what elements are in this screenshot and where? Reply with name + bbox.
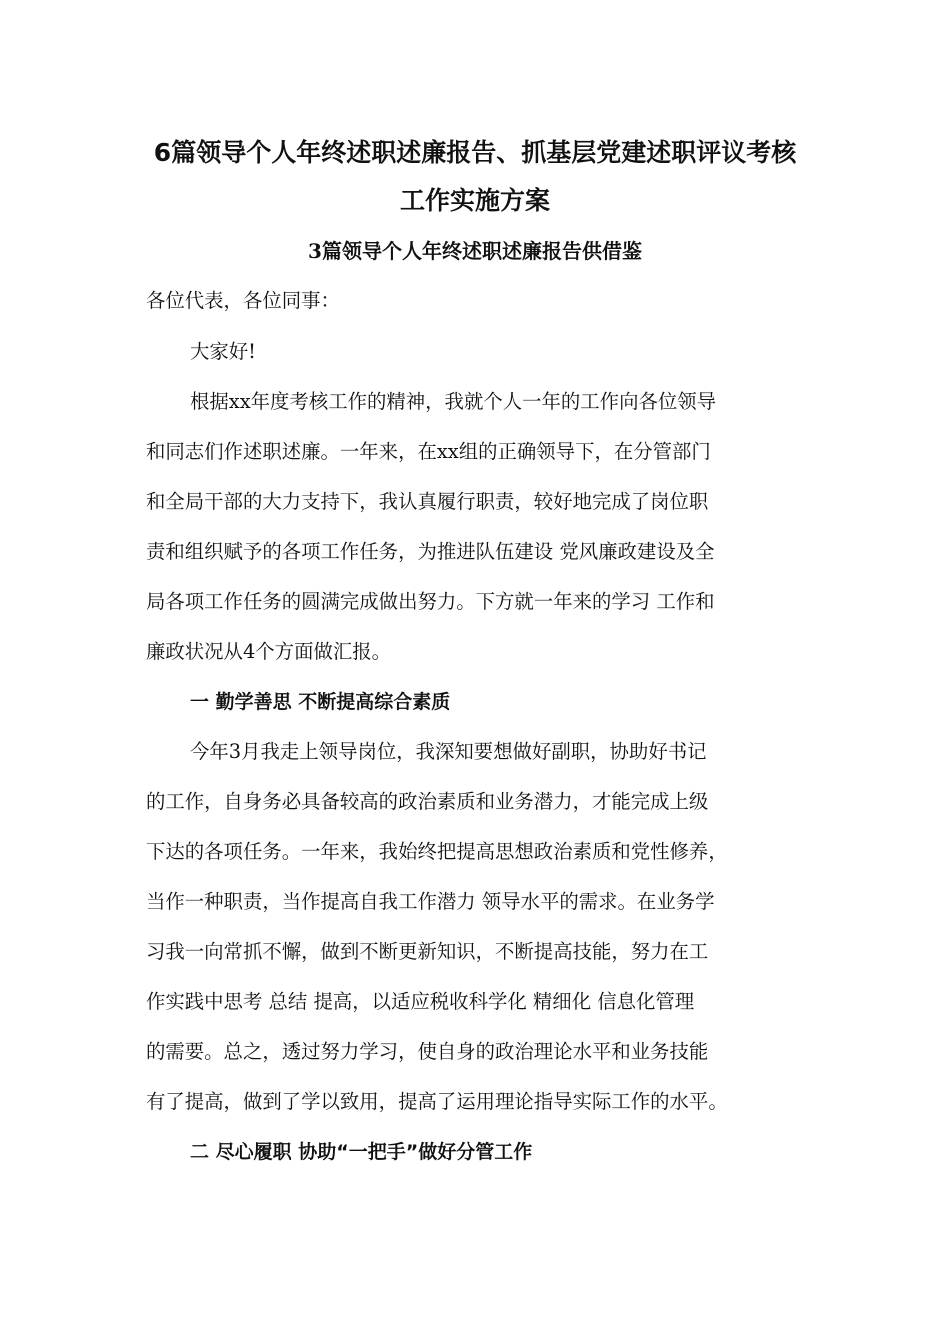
section-1-line: 今年3月我走上领导岗位，我深知要想做好副职，协助好书记 [190, 740, 707, 763]
section-1-line: 的工作，自身务必具备较高的政治素质和业务潜力，才能完成上级 [146, 790, 709, 813]
greeting: 大家好! [190, 340, 256, 363]
salutation: 各位代表，各位同事： [146, 289, 340, 312]
section-2-heading: 二 尽心履职 协助“一把手”做好分管工作 [190, 1141, 533, 1163]
document-title-line-2: 工作实施方案 [399, 186, 550, 215]
intro-line: 廉政状况从4个方面做汇报。 [146, 640, 392, 663]
intro-line: 责和组织赋予的各项工作任务，为推进队伍建设 党风廉政建设及全 [146, 540, 715, 563]
section-1-heading: 一 勤学善思 不断提高综合素质 [190, 691, 451, 713]
intro-line: 根据xx年度考核工作的精神，我就个人一年的工作向各位领导 [190, 390, 717, 413]
section-1-line: 的需要。总之，透过努力学习，使自身的政治理论水平和业务技能 [146, 1040, 709, 1063]
intro-line: 和同志们作述职述廉。一年来，在xx组的正确领导下，在分管部门 [146, 440, 711, 463]
section-1-line: 当作一种职责，当作提高自我工作潜力 领导水平的需求。在业务学 [146, 890, 715, 913]
section-1-line: 作实践中思考 总结 提高，以适应税收科学化 精细化 信息化管理 [146, 990, 695, 1013]
intro-line: 局各项工作任务的圆满完成做出努力。下方就一年来的学习 工作和 [146, 590, 715, 613]
document-subtitle: 3篇领导个人年终述职述廉报告供借鉴 [308, 239, 642, 263]
section-1-line: 有了提高，做到了学以致用，提高了运用理论指导实际工作的水平。 [146, 1090, 728, 1113]
section-1-line: 下达的各项任务。一年来，我始终把提高思想政治素质和党性修养， [146, 840, 728, 863]
intro-line: 和全局干部的大力支持下，我认真履行职责，较好地完成了岗位职 [146, 490, 709, 513]
document-title-line-1: 6篇领导个人年终述职述廉报告、抓基层党建述职评议考核 [153, 138, 797, 167]
section-1-line: 习我一向常抓不懈，做到不断更新知识，不断提高技能，努力在工 [146, 940, 709, 963]
